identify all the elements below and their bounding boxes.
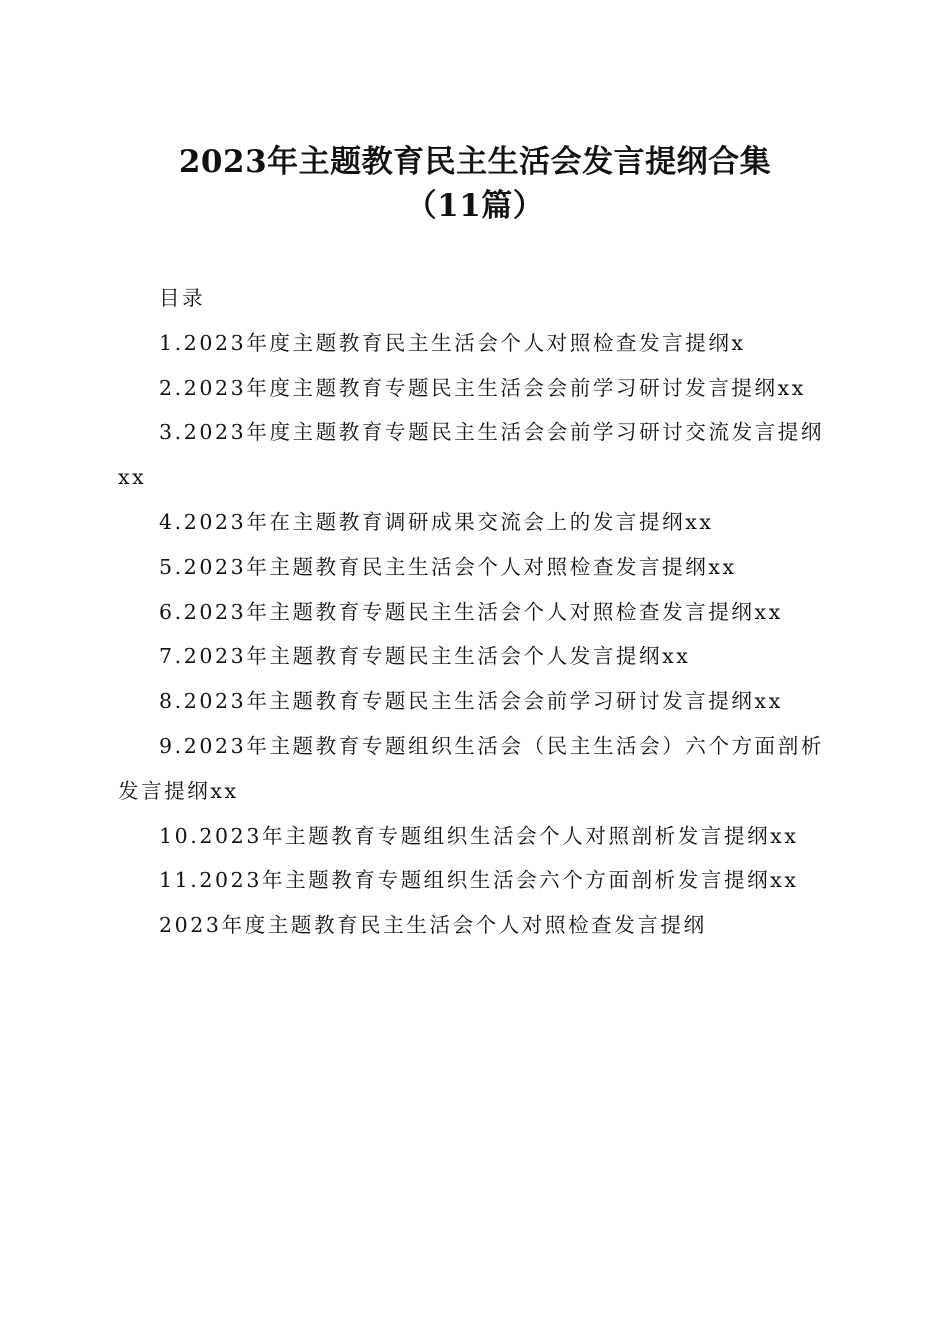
toc-item-4: 4.2023年在主题教育调研成果交流会上的发言提纲xx bbox=[159, 509, 714, 534]
document-title-count: （11篇） bbox=[405, 188, 545, 224]
toc-item-1: 1.2023年度主题教育民主生活会个人对照检查发言提纲x bbox=[159, 330, 746, 355]
toc-item-7: 7.2023年主题教育专题民主生活会个人发言提纲xx bbox=[159, 644, 691, 669]
document-title: 2023年主题教育民主生活会发言提纲合集 bbox=[178, 144, 772, 180]
toc-item-6: 6.2023年主题教育专题民主生活会个人对照检查发言提纲xx bbox=[159, 599, 783, 624]
toc-item-5: 5.2023年主题教育民主生活会个人对照检查发言提纲xx bbox=[159, 554, 737, 579]
toc-item-2: 2.2023年度主题教育专题民主生活会会前学习研讨发言提纲xx bbox=[159, 375, 806, 400]
section-heading: 2023年度主题教育民主生活会个人对照检查发言提纲 bbox=[159, 913, 707, 938]
toc-item-8: 8.2023年主题教育专题民主生活会会前学习研讨发言提纲xx bbox=[159, 689, 783, 714]
toc-item-3: 3.2023年度主题教育专题民主生活会会前学习研讨交流发言提纲xx bbox=[118, 420, 824, 490]
toc-item-9: 9.2023年主题教育专题组织生活会（民主生活会）六个方面剖析发言提纲xx bbox=[118, 733, 824, 803]
table-of-contents bbox=[118, 276, 824, 948]
toc-item-11: 11.2023年主题教育专题组织生活会六个方面剖析发言提纲xx bbox=[159, 868, 799, 893]
toc-item-10: 10.2023年主题教育专题组织生活会个人对照剖析发言提纲xx bbox=[159, 823, 799, 848]
toc-heading: 目录 bbox=[159, 286, 206, 310]
